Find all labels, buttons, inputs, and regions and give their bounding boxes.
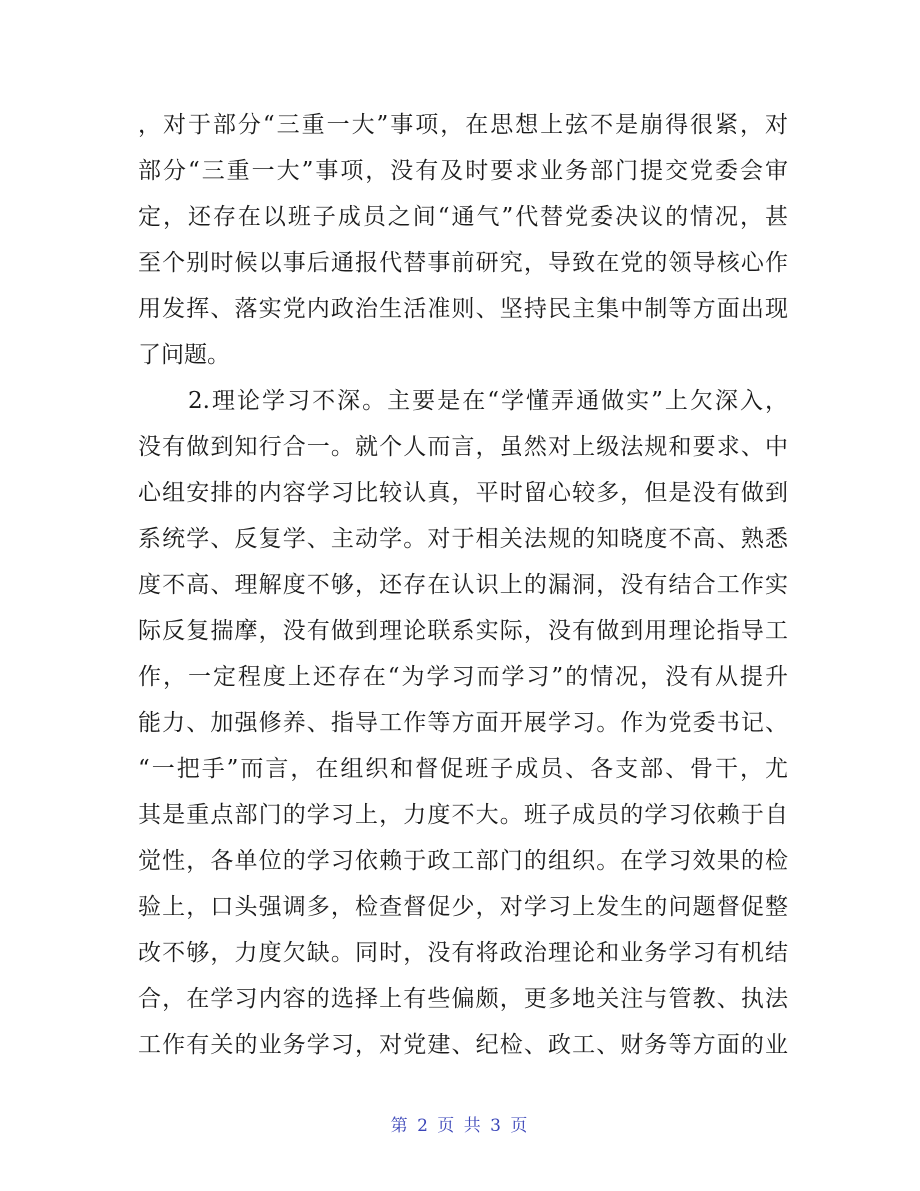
text-line: 觉性，各单位的学习依赖于政工部门的组织。在学习效果的检	[138, 848, 788, 874]
text-line: 合，在学习内容的选择上有些偏颇，更多地关注与管教、执法	[138, 986, 788, 1012]
text-line: 定，还存在以班子成员之间“通气”代替党委决议的情况，甚	[138, 204, 788, 230]
text-line: 心组安排的内容学习比较认真，平时留心较多，但是没有做到	[138, 480, 788, 506]
text-line: 了问题。	[138, 342, 230, 368]
text-line: 验上，口头强调多，检查督促少，对学习上发生的问题督促整	[138, 894, 788, 920]
text-line: 用发挥、落实党内政治生活准则、坚持民主集中制等方面出现	[138, 296, 788, 322]
text-line: 改不够，力度欠缺。同时，没有将政治理论和业务学习有机结	[138, 940, 788, 966]
text-line: 至个别时候以事后通报代替事前研究，导致在党的领导核心作	[138, 250, 788, 276]
page-number-footer: 第 2 页 共 3 页	[390, 1116, 530, 1136]
text-line: 工作有关的业务学习，对党建、纪检、政工、财务等方面的业	[138, 1032, 788, 1058]
text-line: 2.理论学习不深。主要是在“学懂弄通做实”上欠深入，	[138, 388, 788, 414]
text-line: ，对于部分“三重一大”事项，在思想上弦不是崩得很紧，对	[138, 112, 788, 138]
text-line: 际反复揣摩，没有做到理论联系实际，没有做到用理论指导工	[138, 618, 788, 644]
text-line: “一把手”而言，在组织和督促班子成员、各支部、骨干，尤	[138, 756, 788, 782]
text-line: 能力、加强修养、指导工作等方面开展学习。作为党委书记、	[138, 710, 788, 736]
text-line: 度不高、理解度不够，还存在认识上的漏洞，没有结合工作实	[138, 572, 788, 598]
text-line: 作，一定程度上还存在“为学习而学习”的情况，没有从提升	[138, 664, 788, 690]
text-line: 没有做到知行合一。就个人而言，虽然对上级法规和要求、中	[138, 434, 788, 460]
text-line: 部分“三重一大”事项，没有及时要求业务部门提交党委会审	[138, 158, 788, 184]
text-line: 系统学、反复学、主动学。对于相关法规的知晓度不高、熟悉	[138, 526, 788, 552]
text-line: 其是重点部门的学习上，力度不大。班子成员的学习依赖于自	[138, 802, 788, 828]
document-body	[138, 102, 788, 1068]
